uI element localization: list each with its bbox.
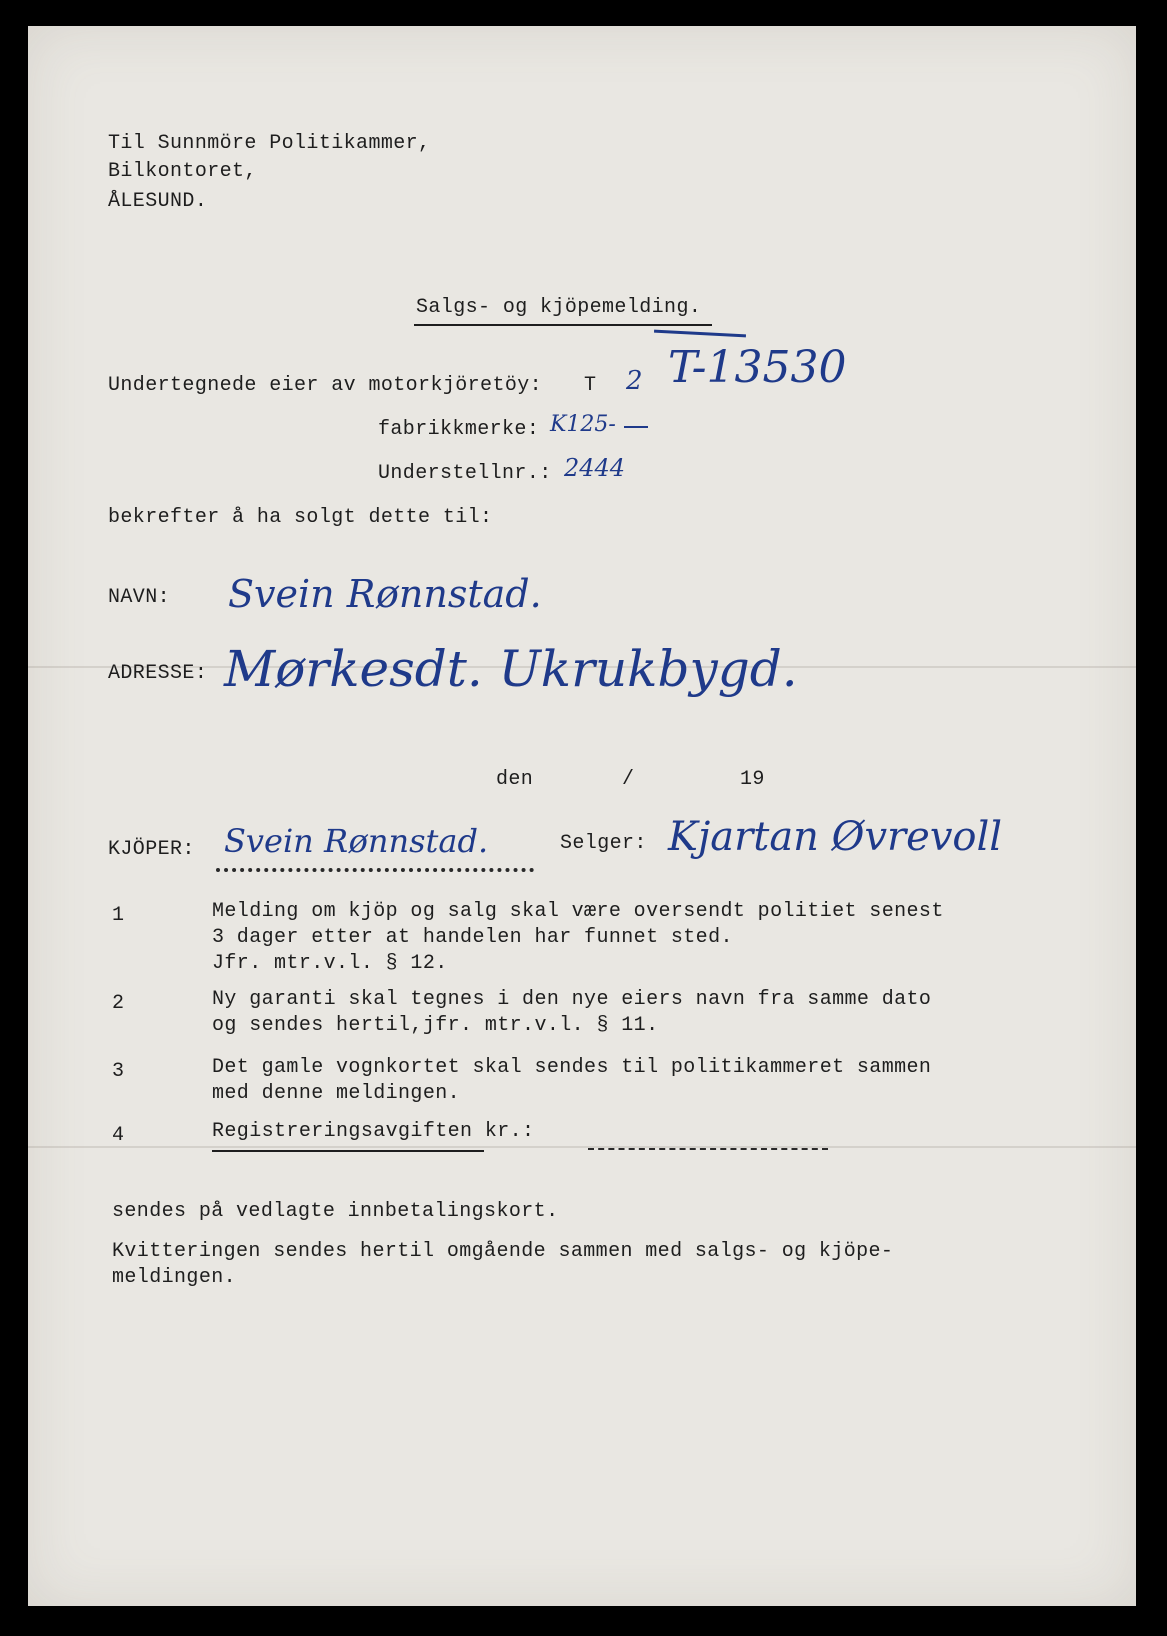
buyer-label: KJÖPER: [108, 838, 195, 861]
paper-fold [28, 1146, 1136, 1148]
footer-line-1: sendes på vedlagte innbetalingskort. [112, 1200, 559, 1223]
note-4-underline [212, 1150, 484, 1152]
address-line-1: Til Sunnmöre Politikammer, [108, 132, 431, 155]
fee-amount-line [588, 1148, 828, 1150]
note-1-line-1: Melding om kjöp og salg skal være oversendt politiet senest [212, 900, 944, 923]
note-1-line-2: 3 dager etter at handelen har funnet sted. [212, 926, 733, 949]
name-label: NAVN: [108, 586, 171, 609]
chassis-label: Understellnr.: [378, 462, 552, 485]
reg-stroke [654, 330, 746, 338]
chassis-value: 2444 [564, 454, 626, 482]
date-den: den [496, 768, 534, 791]
note-1-number: 1 [112, 904, 125, 927]
note-1-line-3: Jfr. mtr.v.l. § 12. [212, 952, 448, 975]
buyer-signature: Svein Rønnstad. [224, 822, 489, 860]
note-2-line-2: og sendes hertil,jfr. mtr.v.l. § 11. [212, 1014, 659, 1037]
confirm-text: bekrefter å ha solgt dette til: [108, 506, 493, 529]
buyer-signature-line [216, 868, 534, 872]
footer-line-3: meldingen. [112, 1266, 237, 1289]
make-label: fabrikkmerke: [378, 418, 540, 441]
seller-signature: Kjartan Øvrevoll [668, 814, 1003, 860]
note-4-number: 4 [112, 1124, 125, 1147]
note-3-number: 3 [112, 1060, 125, 1083]
note-4-line-1: Registreringsavgiften kr.: [212, 1120, 535, 1143]
reg-number-small: 2 [626, 366, 643, 396]
note-2-line-1: Ny garanti skal tegnes i den nye eiers navn fra samme dato [212, 988, 932, 1011]
address-line-2: Bilkontoret, [108, 160, 257, 183]
address-field-value: Mørkesdt. Ukrukbygd. [224, 640, 798, 698]
document-sheet [28, 26, 1136, 1606]
make-value: K125- [550, 412, 616, 437]
owner-label: Undertegnede eier av motorkjöretöy: [108, 374, 543, 397]
note-2-number: 2 [112, 992, 125, 1015]
note-3-line-2: med denne meldingen. [212, 1082, 461, 1105]
address-line-3: ÅLESUND. [108, 190, 208, 213]
date-slash: / [622, 768, 635, 791]
address-field-label: ADRESSE: [108, 662, 208, 685]
form-title: Salgs- og kjöpemelding. [416, 296, 702, 319]
make-strike [624, 426, 648, 428]
name-value: Svein Rønnstad. [228, 572, 542, 616]
footer-line-2: Kvitteringen sendes hertil omgående sammen med salgs- og kjöpe- [112, 1240, 894, 1263]
title-underline [414, 324, 712, 326]
reg-number-handwritten: T-13530 [668, 342, 847, 393]
note-3-line-1: Det gamle vognkortet skal sendes til politikammeret sammen [212, 1056, 932, 1079]
reg-prefix: T [584, 374, 597, 397]
date-year: 19 [740, 768, 765, 791]
seller-label: Selger: [560, 832, 647, 855]
